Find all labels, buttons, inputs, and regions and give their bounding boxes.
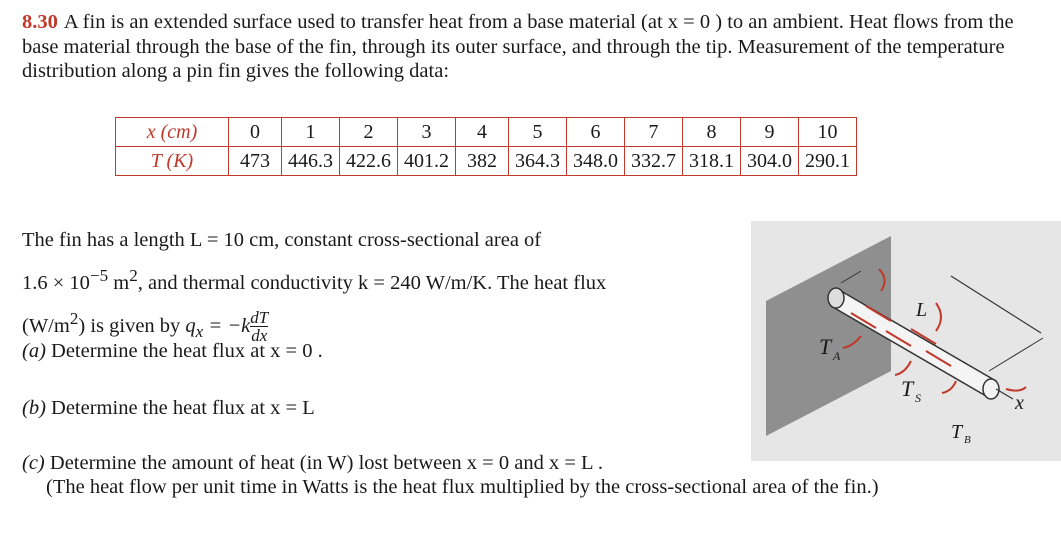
t-cell: 401.2: [398, 147, 456, 176]
x-cell: 5: [509, 118, 567, 147]
x-cell: 7: [625, 118, 683, 147]
label-x: x: [1015, 392, 1024, 414]
label-TA: T: [819, 334, 832, 359]
x-cell: 4: [456, 118, 509, 147]
flux-symbol: q: [185, 314, 196, 337]
question-c: (c) Determine the amount of heat (in W) lost between x = 0 and x = L . (The heat flow per unit time in Watts is the heat flux multiplied by the cross-sectional area of the fin.): [22, 452, 879, 498]
t-cell: 446.3: [282, 147, 340, 176]
t-cell: 332.7: [625, 147, 683, 176]
table-row-x: [116, 118, 857, 147]
x-cell: 6: [567, 118, 625, 147]
t-cell: 304.0: [741, 147, 799, 176]
t-cell: 318.1: [683, 147, 741, 176]
question-b: (b) Determine the heat flux at x = L: [22, 397, 315, 419]
x-cell: 3: [398, 118, 456, 147]
t-cell: 364.3: [509, 147, 567, 176]
x-cell: 0: [229, 118, 282, 147]
question-a: (a) Determine the heat flux at x = 0 .: [22, 340, 323, 362]
row-label-x: x (cm): [116, 118, 229, 147]
fin-line-2: $1.6 \times 10^{-5}$ $m^2$, and thermal conductivity k = 240 W/m/K. The heat flux: [22, 266, 607, 294]
fin-description: [22, 222, 727, 350]
pin-fin-figure: [751, 221, 1061, 461]
fin-line-3: $(W/m^2)$ is given by $q_x = -k$ $\frac{dT}{dx}$: [22, 308, 269, 346]
x-cell: 10: [799, 118, 857, 147]
t-cell: 473: [229, 147, 282, 176]
intro-text: A fin is an extended surface used to transfer heat from a base material (at x = 0 ) to an ambient. Heat flows from the base material through the base of the fin, through its outer surface, and through the tip. Measurement of the temperature distribution along a pin fin gives the following data:: [22, 11, 1014, 82]
problem-number: 8.30: [22, 11, 58, 33]
label-TS-sub: S: [915, 391, 921, 405]
label-TA-sub: A: [833, 349, 841, 363]
label-TB-sub: B: [964, 434, 971, 446]
x-cell: 2: [340, 118, 398, 147]
t-cell: 348.0: [567, 147, 625, 176]
row-label-t: T (K): [116, 147, 229, 176]
table-row-t: [116, 147, 857, 176]
temperature-data-table: [115, 117, 857, 176]
fin-line-1: The fin has a length L = 10 cm, constant cross-sectional area of: [22, 229, 542, 251]
label-TB: T: [951, 421, 963, 443]
x-cell: 8: [683, 118, 741, 147]
derivative-fraction: $\frac{dT}{dx}$: [250, 308, 269, 346]
label-L: L: [916, 299, 928, 321]
t-cell: 422.6: [340, 147, 398, 176]
question-c-note: (The heat flow per unit time in Watts is the heat flux multiplied by the cross-sectional area of the fin.): [46, 476, 879, 498]
t-cell: 382: [456, 147, 509, 176]
x-cell: 1: [282, 118, 340, 147]
t-cell: 290.1: [799, 147, 857, 176]
problem-intro: [22, 10, 1042, 84]
x-cell: 9: [741, 118, 799, 147]
fin-base-end: [828, 288, 844, 308]
label-TS: T: [901, 376, 914, 401]
